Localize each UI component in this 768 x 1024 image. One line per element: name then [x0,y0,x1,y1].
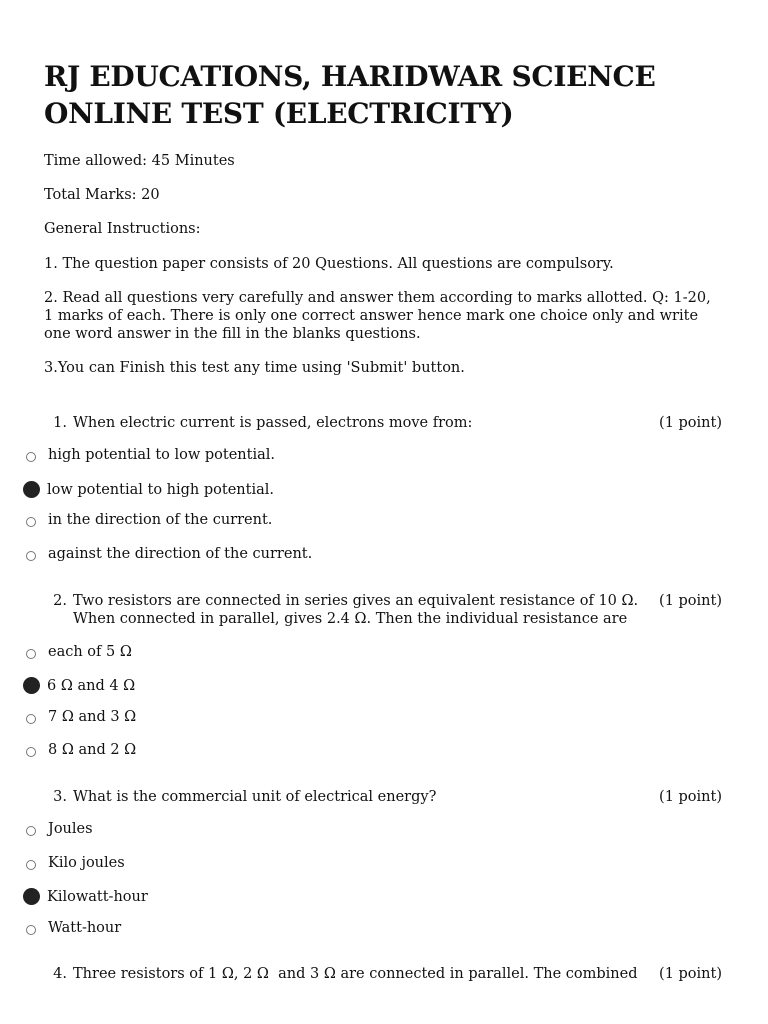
radio-button[interactable] [26,747,36,757]
option-label: low potential to high potential. [47,481,274,498]
question-text: When electric current is passed, electrons move from: [73,415,473,431]
q1-option-3[interactable] [26,512,272,528]
radio-button-selected[interactable] [23,481,40,498]
question-number: 2. [53,593,67,609]
question-1 [44,414,724,432]
option-label: in the direction of the current. [48,512,273,528]
question-text: Two resistors are connected in series gives an equivalent resistance of 10 Ω. When connected in parallel, gives 2.4 Ω. Then the individual resistance are [73,593,639,627]
option-label: Watt-hour [48,920,122,936]
radio-button[interactable] [26,649,36,659]
radio-button-selected[interactable] [23,888,40,905]
instructions-heading: General Instructions: [44,221,201,237]
q3-option-1[interactable] [26,821,93,837]
option-label: Kilo joules [48,855,125,871]
instruction-3: 3.You can Finish this test any time using 'Submit' button. [44,360,465,376]
radio-button[interactable] [26,714,36,724]
option-label: 6 Ω and 4 Ω [47,677,136,694]
option-label: high potential to low potential. [48,447,275,463]
instruction-2: 2. Read all questions very carefully and answer them according to marks allotted. Q: 1-20, 1 marks of each. There is only one correct answer hence mark one choice only and write one word answer in the fill in the blanks questions. [44,290,711,342]
question-points: (1 point) [659,966,722,982]
question-4 [44,965,724,983]
q2-option-4[interactable] [26,742,136,758]
q3-option-2[interactable] [26,855,125,871]
question-number: 4. [53,966,67,982]
q1-option-1[interactable] [26,447,275,463]
option-label: 7 Ω and 3 Ω [48,709,137,725]
option-label: against the direction of the current. [48,546,313,562]
q3-option-3[interactable] [26,888,148,905]
total-marks: Total Marks: 20 [44,187,160,203]
radio-button-selected[interactable] [23,677,40,694]
question-number: 1. [53,415,67,431]
q2-option-3[interactable] [26,709,136,725]
question-points: (1 point) [659,789,722,805]
q3-option-4[interactable] [26,920,121,936]
option-label: Kilowatt-hour [47,888,148,905]
question-2 [44,592,724,628]
radio-button[interactable] [26,925,36,935]
radio-button[interactable] [26,551,36,561]
question-points: (1 point) [659,415,722,431]
q1-option-2[interactable] [26,481,274,498]
q2-option-2[interactable] [26,677,135,694]
question-points: (1 point) [659,593,722,609]
time-allowed: Time allowed: 45 Minutes [44,153,235,169]
radio-button[interactable] [26,517,36,527]
radio-button[interactable] [26,452,36,462]
option-label: 8 Ω and 2 Ω [48,742,137,758]
question-text: Three resistors of 1 Ω, 2 Ω and 3 Ω are connected in parallel. The combined [73,966,638,982]
option-label: each of 5 Ω [48,644,132,660]
instruction-1: 1. The question paper consists of 20 Questions. All questions are compulsory. [44,256,614,272]
question-3 [44,788,724,806]
q2-option-1[interactable] [26,644,132,660]
question-text: What is the commercial unit of electrical energy? [73,789,437,805]
radio-button[interactable] [26,826,36,836]
q1-option-4[interactable] [26,546,312,562]
question-number: 3. [53,789,67,805]
option-label: Joules [48,821,93,837]
radio-button[interactable] [26,860,36,870]
page-title: RJ EDUCATIONS, HARIDWAR SCIENCE ONLINE TEST (ELECTRICITY) [44,60,656,130]
